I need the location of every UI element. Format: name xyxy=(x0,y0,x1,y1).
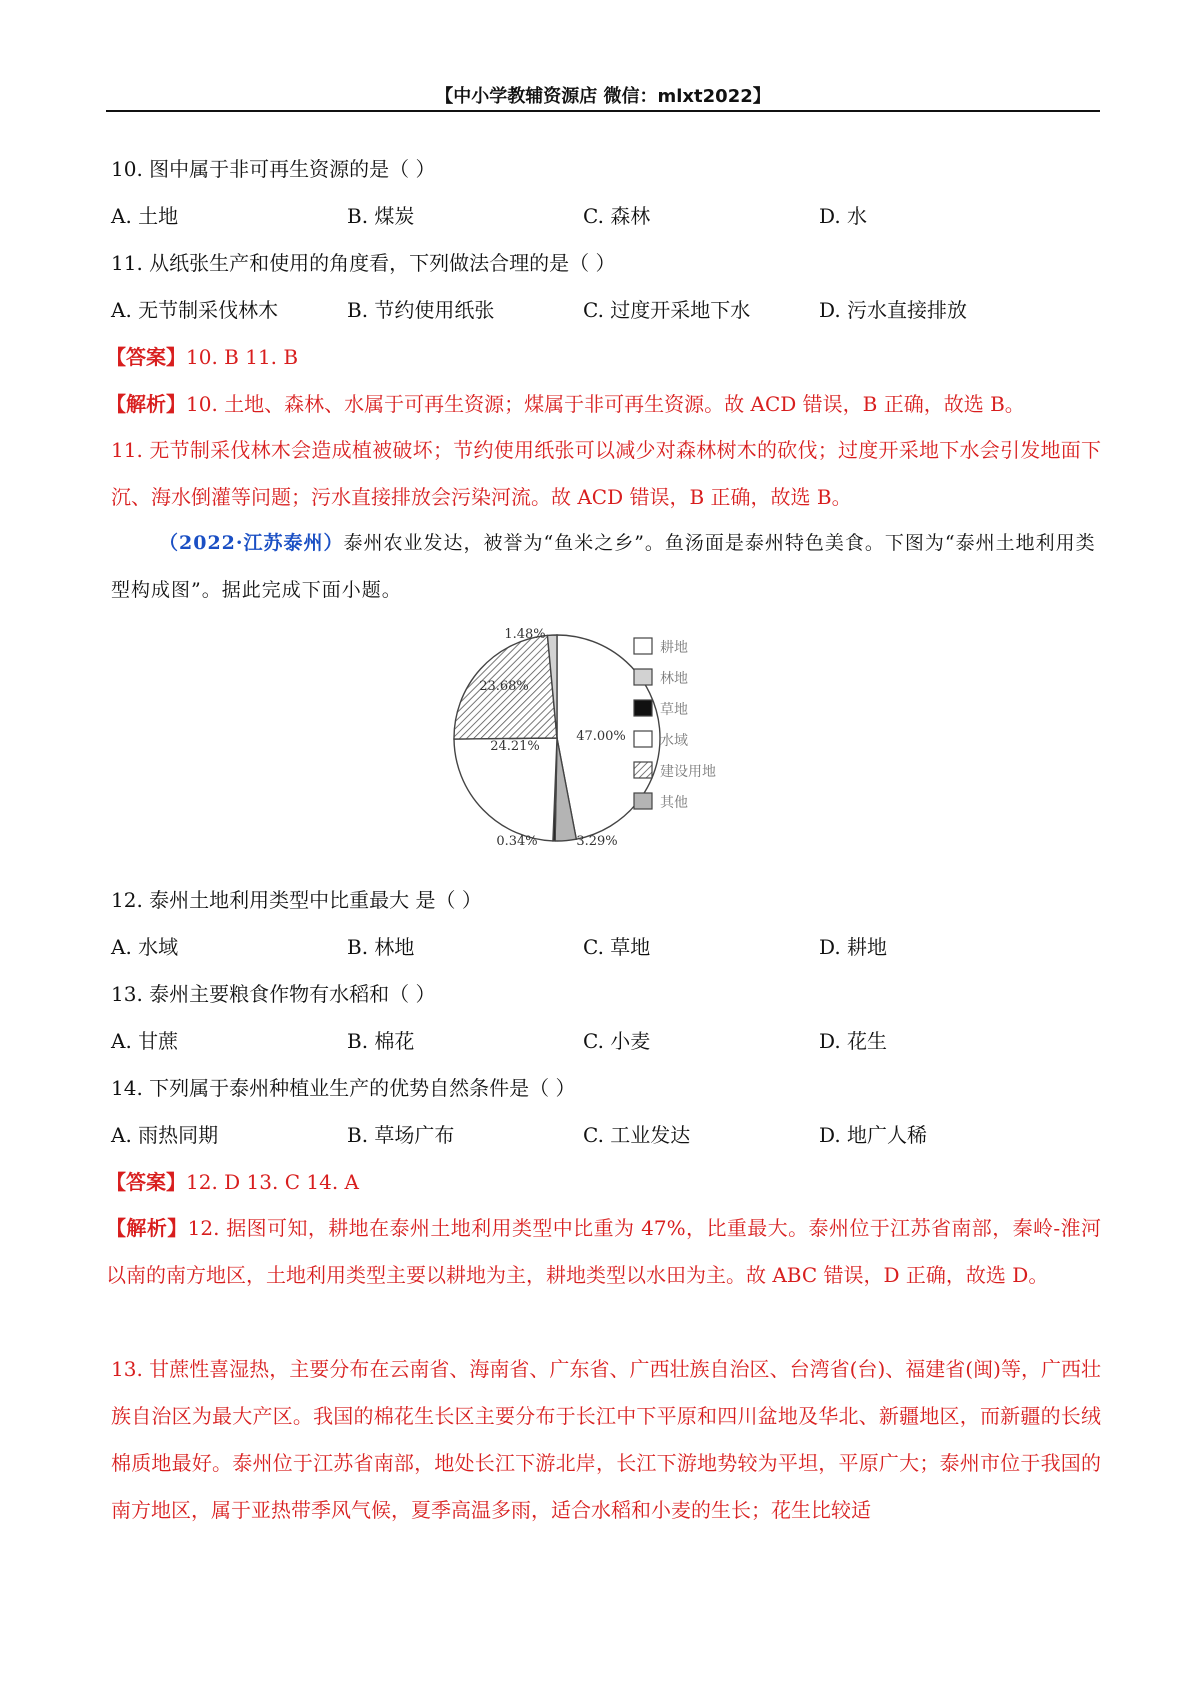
question-12-stem: 12. 泰州土地利用类型中比重最大 是（ ） xyxy=(111,888,482,912)
q10-option-d: D. 水 xyxy=(819,204,868,228)
land-use-pie-chart xyxy=(440,616,770,861)
legend-swatch-耕地 xyxy=(634,638,652,654)
analysis-label: 【解析】 xyxy=(106,1216,188,1240)
header-rule xyxy=(106,110,1100,112)
answer-label: 【答案】 xyxy=(106,345,186,369)
q14-option-a: A. 雨热同期 xyxy=(111,1123,219,1147)
question-14-stem: 14. 下列属于泰州种植业生产的优势自然条件是（ ） xyxy=(111,1076,576,1100)
q13-option-c: C. 小麦 xyxy=(583,1029,651,1053)
answer-block-2 xyxy=(106,1170,359,1194)
analysis-label: 【解析】 xyxy=(106,392,186,416)
analysis-12-text: 12. 据图可知，耕地在泰州土地利用类型中比重为 47%，比重最大。泰州位于江苏省南部，秦岭-淮河以南的南方地区，土地利用类型主要以耕地为主，耕地类型以水田为主。故 ABC 错误，D 正确，故选 D。 xyxy=(106,1216,1101,1287)
q13-option-d: D. 花生 xyxy=(819,1029,888,1053)
q14-option-d: D. 地广人稀 xyxy=(819,1123,928,1147)
legend-swatch-其他 xyxy=(634,793,652,809)
q11-option-c: C. 过度开采地下水 xyxy=(583,298,751,322)
question-10-stem: 10. 图中属于非可再生资源的是（ ） xyxy=(111,157,436,181)
q14-option-b: B. 草场广布 xyxy=(347,1123,455,1147)
q12-option-a: A. 水域 xyxy=(111,935,179,959)
legend-swatch-林地 xyxy=(634,669,652,685)
pie-data-label: 24.21% xyxy=(490,739,540,754)
question-11-stem: 11. 从纸张生产和使用的角度看，下列做法合理的是（ ） xyxy=(111,251,616,275)
legend-swatch-建设用地 xyxy=(634,762,652,778)
pie-data-label: 23.68% xyxy=(479,679,529,694)
analysis-11: 11. 无节制采伐林木会造成植被破坏；节约使用纸张可以减少对森林树木的砍伐；过度开采地下水会引发地面下沉、海水倒灌等问题；污水直接排放会污染河流。故 ACD 错误，B 正确，故选 B。 xyxy=(111,438,1101,509)
q10-option-a: A. 土地 xyxy=(111,204,179,228)
material-intro xyxy=(111,520,1101,614)
question-13-stem: 13. 泰州主要粮食作物有水稻和（ ） xyxy=(111,982,436,1006)
q11-option-d: D. 污水直接排放 xyxy=(819,298,968,322)
q12-option-d: D. 耕地 xyxy=(819,935,888,959)
analysis-10: 10. 土地、森林、水属于可再生资源；煤属于非可再生资源。故 ACD 错误，B 正确，故选 B。 xyxy=(186,392,1025,416)
answer-text: 12. D 13. C 14. A xyxy=(186,1170,359,1194)
q13-option-b: B. 棉花 xyxy=(347,1029,415,1053)
pie-data-label: 3.29% xyxy=(576,834,618,849)
q12-option-b: B. 林地 xyxy=(347,935,415,959)
legend-swatch-水域 xyxy=(634,731,652,747)
legend-label-其他: 其他 xyxy=(660,795,688,811)
answer-label: 【答案】 xyxy=(106,1170,186,1194)
pie-data-label: 1.48% xyxy=(504,627,546,642)
analysis-12 xyxy=(106,1205,1101,1299)
q11-option-a: A. 无节制采伐林木 xyxy=(111,298,279,322)
q12-option-c: C. 草地 xyxy=(583,935,651,959)
analysis-block-1 xyxy=(106,392,1025,416)
legend-label-草地: 草地 xyxy=(660,702,688,718)
material-text: 泰州农业发达，被誉为“鱼米之乡”。鱼汤面是泰州特色美食。下图为“泰州土地利用类型构成图”。据此完成下面小题。 xyxy=(111,532,1096,601)
pie-data-label: 47.00% xyxy=(576,729,626,744)
legend-label-建设用地: 建设用地 xyxy=(660,764,716,780)
analysis-13: 13. 甘蔗性喜湿热，主要分布在云南省、海南省、广东省、广西壮族自治区、台湾省(台)、福建省(闽)等，广西壮族自治区为最大产区。我国的棉花生长区主要分布于长江中下平原和四川盆地及华北、新疆地区，而新疆的长绒棉质地最好。泰州位于江苏省南部，地处长江下游北岸，长江下游地势较为平坦，平原广大；泰州市位于我国的南方地区，属于亚热带季风气候，夏季高温多雨，适合水稻和小麦的生长；花生比较适 xyxy=(111,1357,1101,1522)
q13-option-a: A. 甘蔗 xyxy=(111,1029,179,1053)
answer-block-1 xyxy=(106,345,298,369)
q11-option-b: B. 节约使用纸张 xyxy=(347,298,495,322)
material-source: （2022·江苏泰州） xyxy=(159,532,344,554)
legend-label-水域: 水域 xyxy=(660,733,688,749)
answer-text: 10. B 11. B xyxy=(186,345,299,369)
q10-option-b: B. 煤炭 xyxy=(347,204,415,228)
legend-label-耕地: 耕地 xyxy=(660,640,688,656)
pie-data-label: 0.34% xyxy=(496,834,538,849)
page-header: 【中小学教辅资源店 微信：mlxt2022】 xyxy=(435,86,771,107)
legend-swatch-草地 xyxy=(634,700,652,716)
q10-option-c: C. 森林 xyxy=(583,204,651,228)
q14-option-c: C. 工业发达 xyxy=(583,1123,691,1147)
legend-label-林地: 林地 xyxy=(660,671,688,687)
